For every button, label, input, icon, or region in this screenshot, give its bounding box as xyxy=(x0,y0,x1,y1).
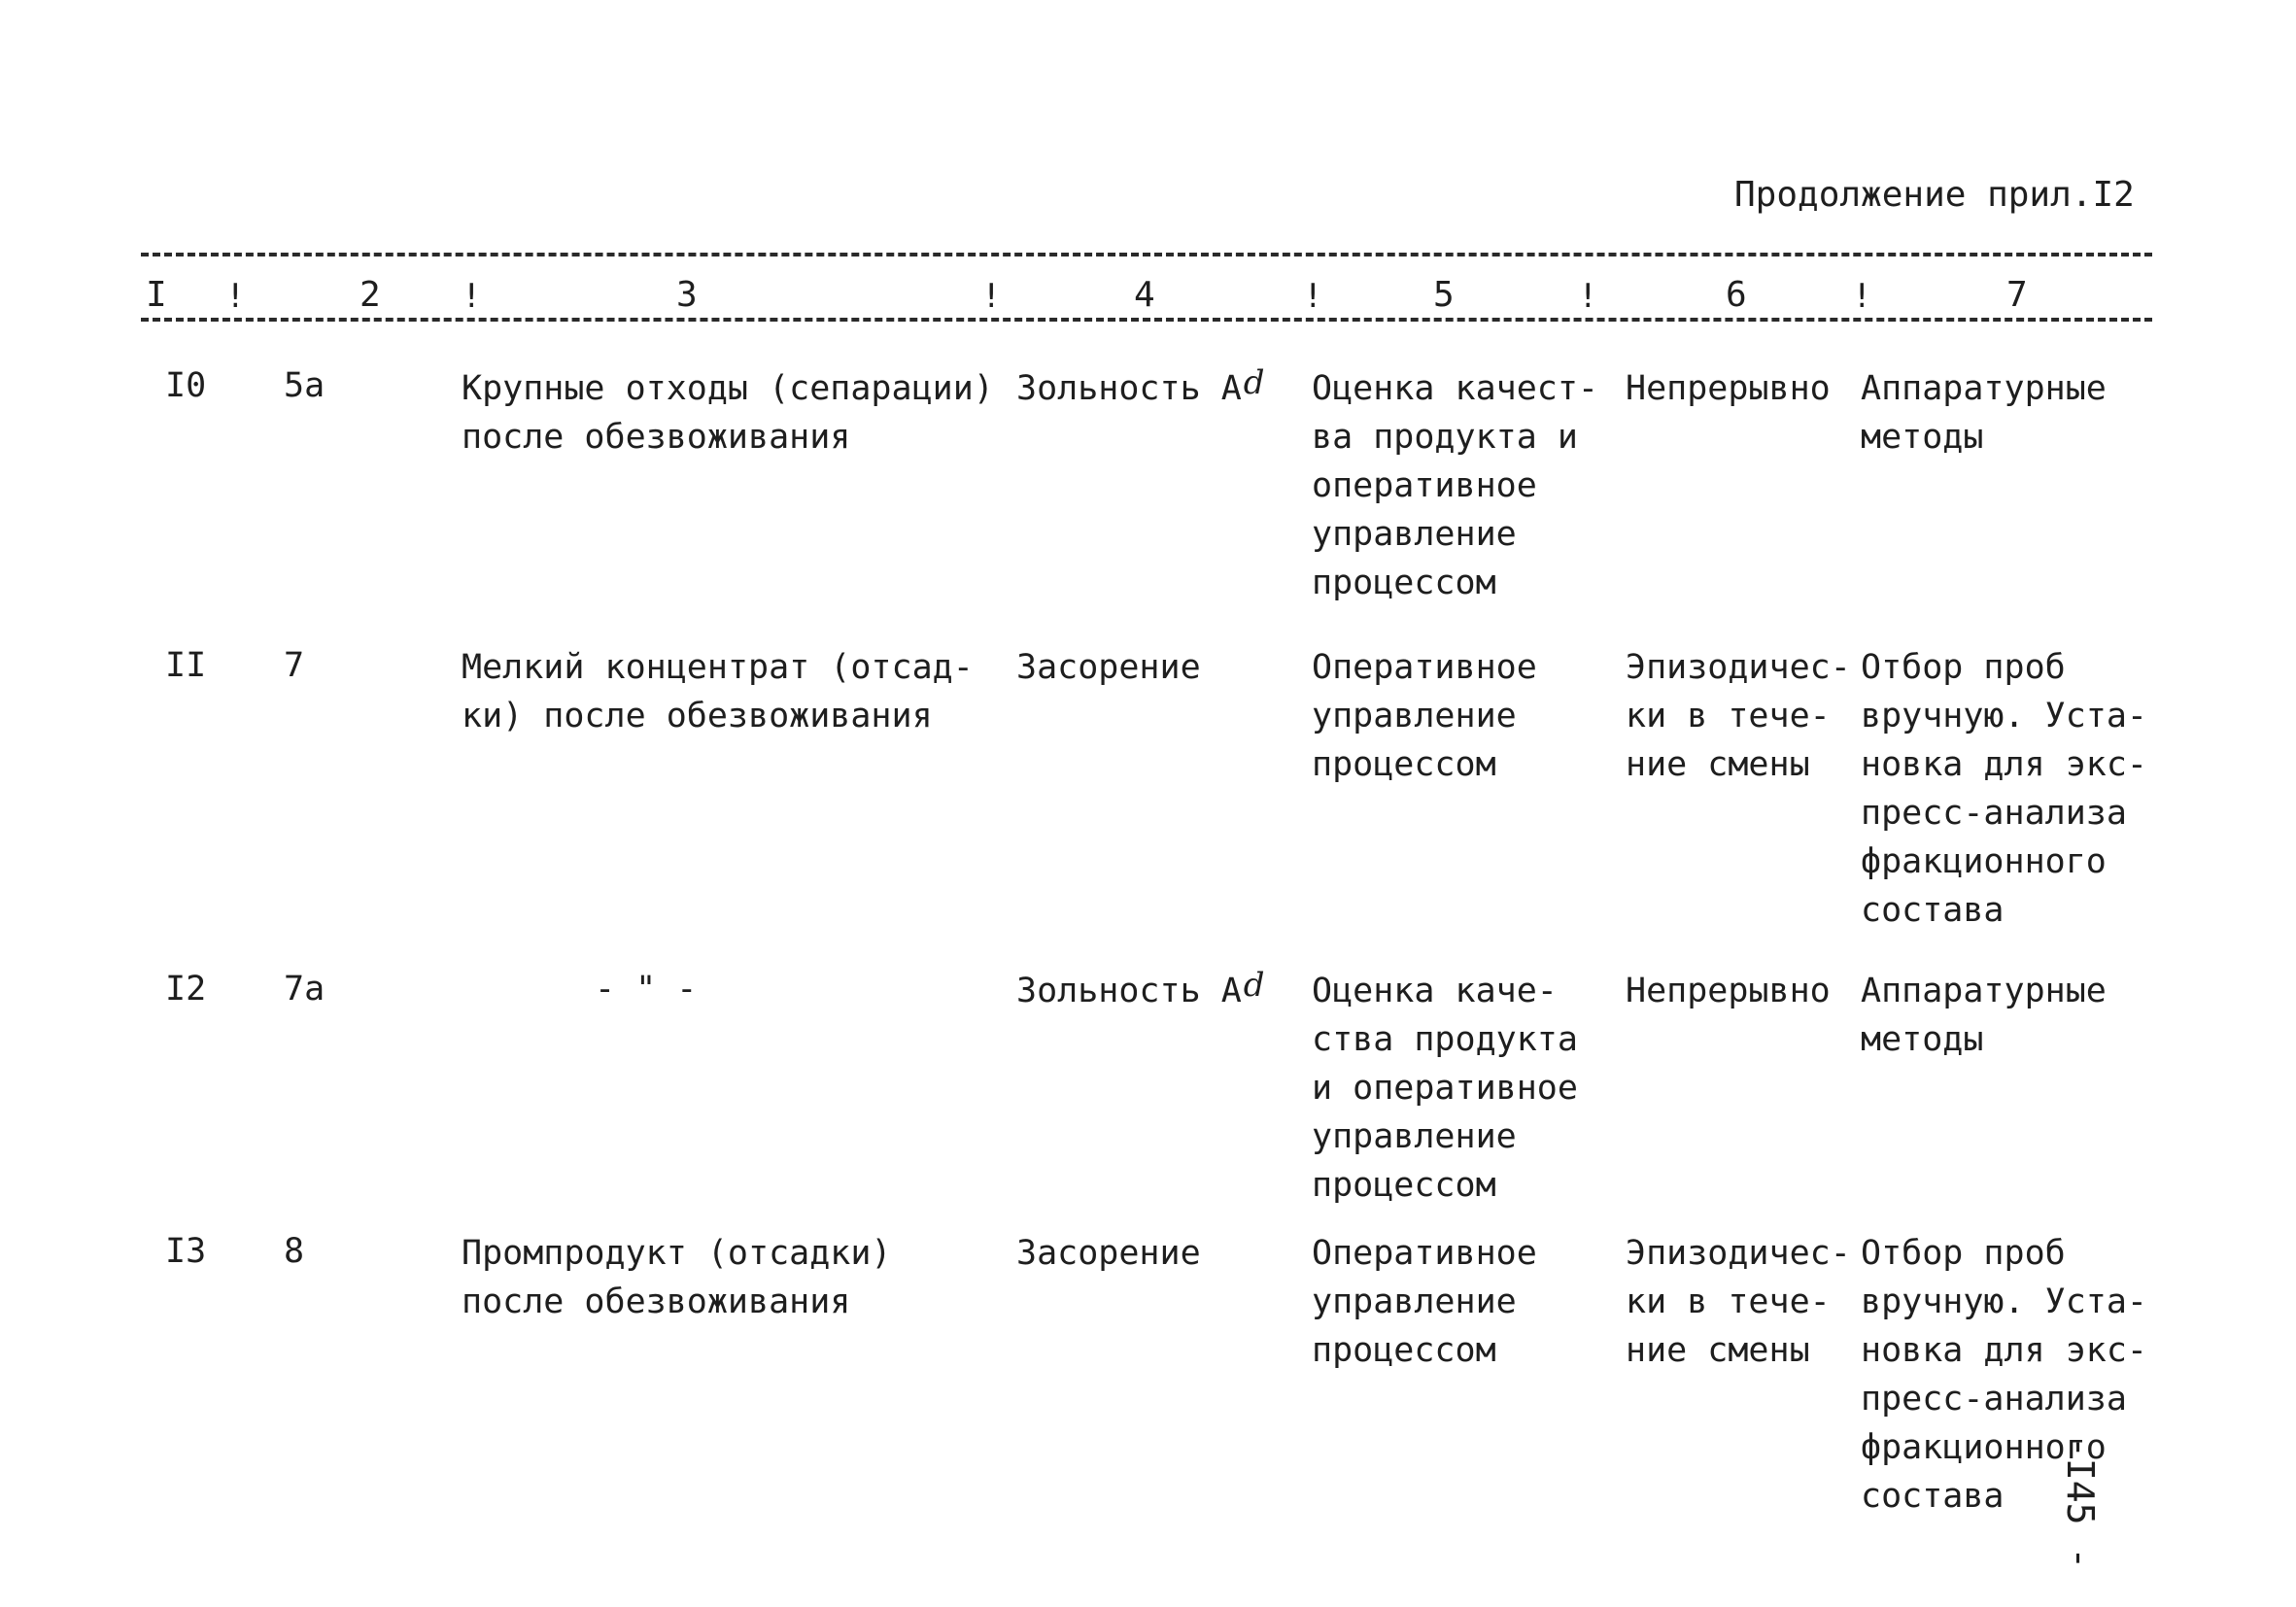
column-number-6: 6 xyxy=(1726,275,1747,315)
point-number: 5а xyxy=(284,366,326,405)
control-frequency: Эпизодичес- ки в тече- ние смены xyxy=(1626,1234,1851,1370)
column-number-5: 5 xyxy=(1433,275,1455,315)
controlled-parameter: Засорение xyxy=(1016,648,1201,687)
control-method: Отбор проб вручную. Уста- новка для экс- пресс-анализа фракционного состава xyxy=(1861,1234,2148,1516)
table-top-rule xyxy=(141,253,2152,256)
control-frequency: Непрерывно xyxy=(1626,369,1831,408)
column-number-7: 7 xyxy=(2006,275,2028,315)
control-method: Аппаратурные методы xyxy=(1861,369,2107,457)
row-number: I3 xyxy=(165,1232,207,1271)
product-name-ditto: - " - xyxy=(595,970,698,1009)
product-name: Крупные отходы (сепарации) после обезвоживания xyxy=(462,369,994,457)
column-number-4: 4 xyxy=(1134,275,1155,315)
column-separator: ! xyxy=(1578,277,1598,316)
control-frequency: Эпизодичес- ки в тече- ние смены xyxy=(1626,648,1851,784)
row-number: II xyxy=(165,646,207,685)
row-number: I0 xyxy=(165,366,207,405)
column-separator: ! xyxy=(462,277,482,316)
product-name: Промпродукт (отсадки) после обезвоживания xyxy=(462,1234,892,1321)
control-method: Отбор проб вручную. Уста- новка для экс- пресс-анализа фракционного состава xyxy=(1861,648,2148,930)
control-purpose: Оперативное управление процессом xyxy=(1312,648,1537,784)
controlled-parameter: Зольность $А^d$ xyxy=(1016,363,1265,408)
continuation-label: Продолжение прил.I2 xyxy=(1734,175,2135,215)
column-separator: ! xyxy=(981,277,1002,316)
control-purpose: Оценка качест- ва продукта и оперативное управление процессом xyxy=(1312,369,1599,602)
column-number-2: 2 xyxy=(360,275,381,315)
control-frequency: Непрерывно xyxy=(1626,972,1831,1010)
table-header-rule xyxy=(141,318,2152,322)
row-number: I2 xyxy=(165,970,207,1009)
point-number: 7а xyxy=(284,970,326,1009)
control-purpose: Оценка каче- ства продукта и оперативное управление процессом xyxy=(1312,972,1578,1205)
product-name: Мелкий концентрат (отсад- ки) после обезвоживания xyxy=(462,648,974,735)
control-method: Аппаратурные методы xyxy=(1861,972,2107,1059)
control-purpose: Оперативное управление процессом xyxy=(1312,1234,1537,1370)
page-number: -I45 - xyxy=(2059,1436,2102,1570)
point-number: 7 xyxy=(284,646,305,685)
column-separator: ! xyxy=(1852,277,1872,316)
column-separator: ! xyxy=(1303,277,1323,316)
column-number-1: I xyxy=(146,275,167,315)
column-separator: ! xyxy=(225,277,246,316)
controlled-parameter: Зольность $А^d$ xyxy=(1016,966,1265,1010)
point-number: 8 xyxy=(284,1232,305,1271)
column-number-3: 3 xyxy=(676,275,698,315)
controlled-parameter: Засорение xyxy=(1016,1234,1201,1273)
